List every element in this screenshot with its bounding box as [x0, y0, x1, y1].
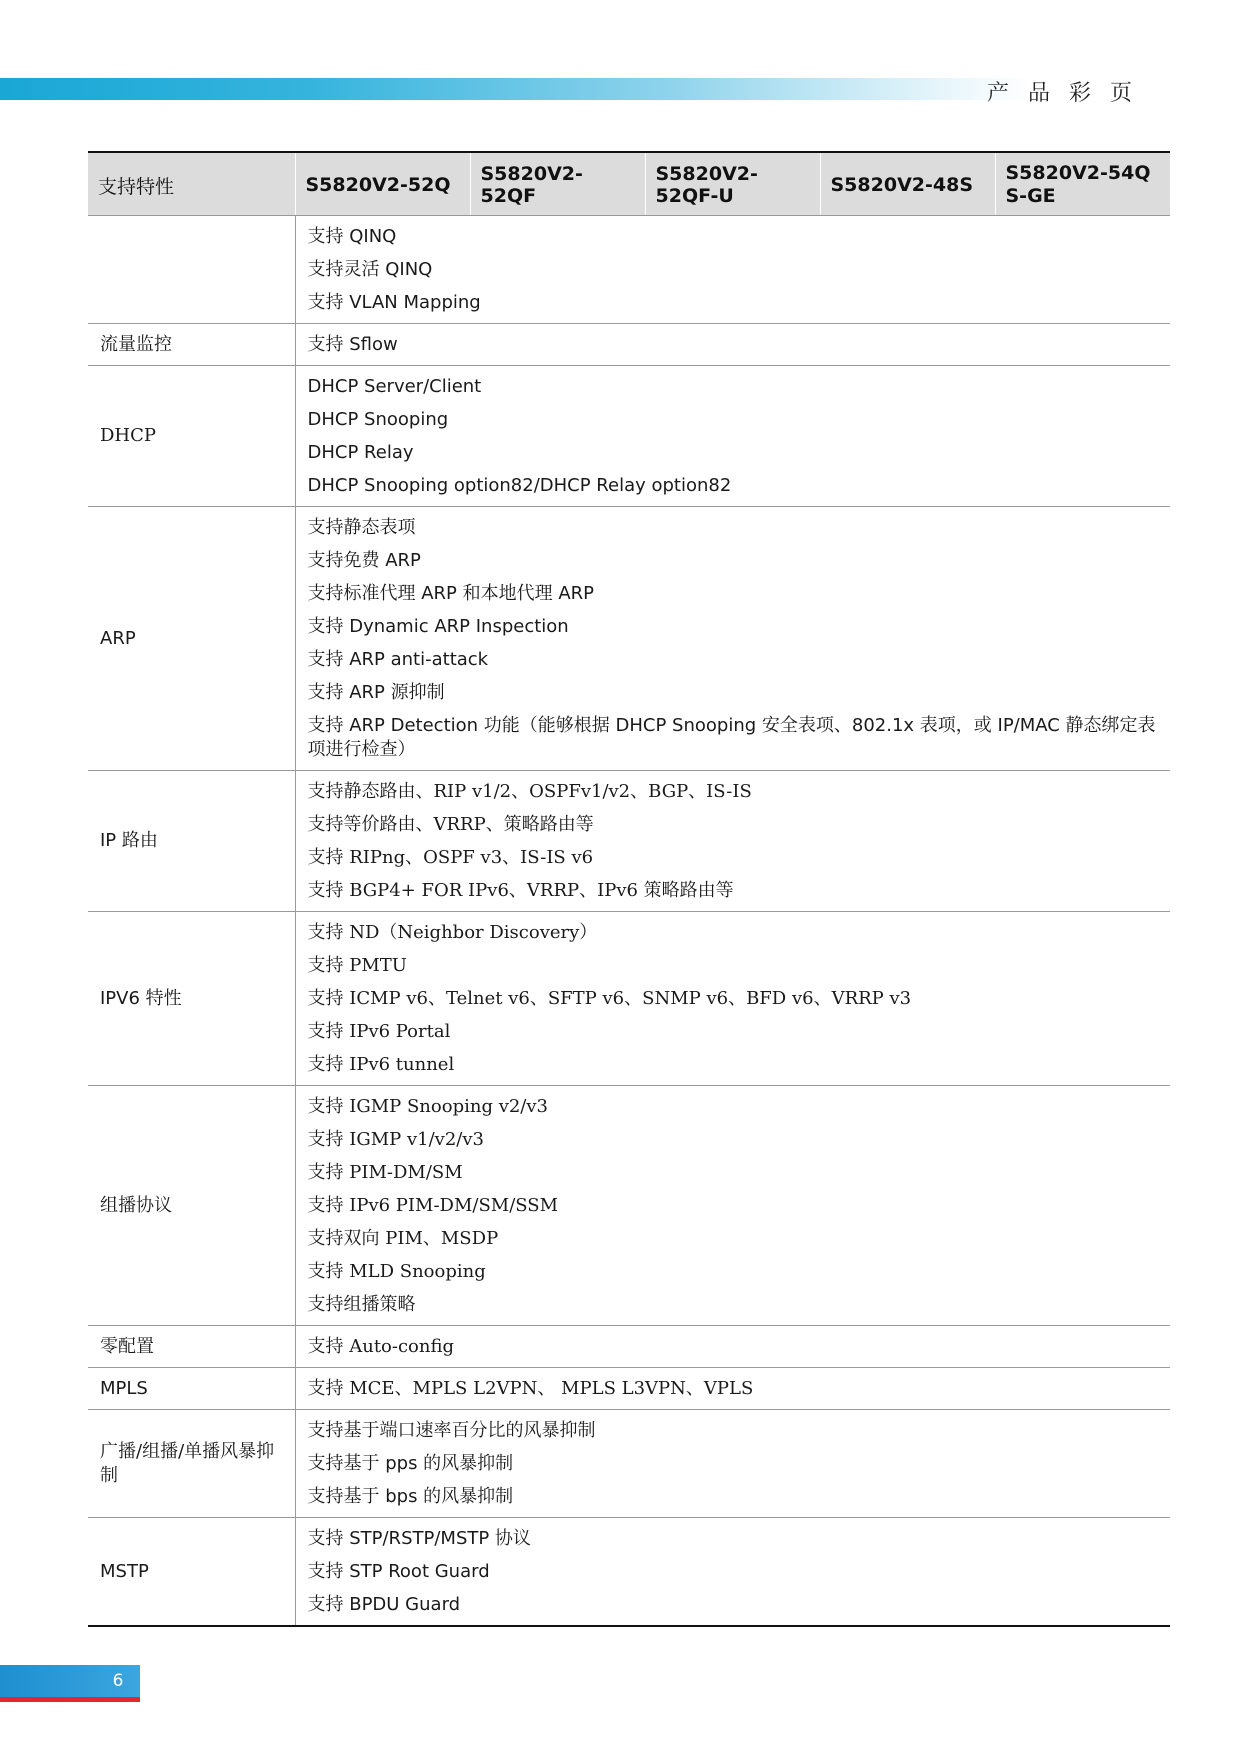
column-header: S5820V2-52QF [470, 152, 645, 216]
detail-line: 支持 PMTU [307, 955, 407, 976]
column-header: S5820V2-52Q [295, 152, 470, 216]
feature-cell: MSTP [88, 1518, 295, 1627]
column-header: S5820V2-54QS-GE [995, 152, 1170, 216]
details-cell [295, 216, 1170, 324]
column-header: 支持特性 [88, 152, 295, 216]
details-cell [295, 1368, 1170, 1410]
detail-line: DHCP Snooping [307, 409, 449, 430]
header-band [0, 78, 1030, 100]
detail-line: 支持 MCE、MPLS L2VPN、 MPLS L3VPN、VPLS [307, 1378, 754, 1399]
feature-cell: 流量监控 [88, 324, 295, 366]
page-number-tab [0, 1665, 140, 1697]
table-row [88, 507, 1170, 771]
details-cell [295, 507, 1170, 771]
detail-line: 支持静态表项 [307, 517, 416, 538]
detail-line: 支持 ARP anti-attack [307, 649, 489, 670]
detail-line: 支持 BGP4+ FOR IPv6、VRRP、IPv6 策略路由等 [307, 880, 734, 901]
table-row [88, 1326, 1170, 1368]
detail-line: 支持等价路由、VRRP、策略路由等 [307, 814, 594, 835]
column-header: S5820V2-52QF-U [645, 152, 820, 216]
details-cell [295, 1326, 1170, 1368]
details-cell [295, 1086, 1170, 1326]
table-row [88, 1368, 1170, 1410]
detail-line: 支持 Auto-config [307, 1336, 455, 1357]
details-cell [295, 366, 1170, 507]
detail-line: 支持 PIM-DM/SM [307, 1162, 463, 1183]
detail-line: 支持 IPv6 Portal [307, 1021, 451, 1042]
detail-line: 支持静态路由、RIP v1/2、OSPFv1/v2、BGP、IS-IS [307, 781, 752, 802]
footer-red-bar [0, 1697, 140, 1702]
table-row [88, 771, 1170, 912]
detail-line: 支持 Dynamic ARP Inspection [307, 616, 569, 637]
table-header-row [88, 152, 1170, 216]
detail-line: 支持 STP/RSTP/MSTP 协议 [307, 1528, 531, 1549]
detail-line: 支持 QINQ [307, 226, 397, 247]
feature-cell: DHCP [88, 366, 295, 507]
table-row [88, 912, 1170, 1086]
detail-line: 支持 IPv6 PIM-DM/SM/SSM [307, 1195, 559, 1216]
detail-line: 支持 STP Root Guard [307, 1561, 490, 1582]
feature-cell: ARP [88, 507, 295, 771]
feature-cell [88, 216, 295, 324]
details-cell [295, 912, 1170, 1086]
feature-cell: MPLS [88, 1368, 295, 1410]
table-row [88, 324, 1170, 366]
detail-line: 支持组播策略 [307, 1294, 416, 1315]
feature-cell: 组播协议 [88, 1086, 295, 1326]
detail-line: 支持 ND（Neighbor Discovery） [307, 922, 598, 943]
detail-line: DHCP Relay [307, 442, 414, 463]
details-cell [295, 771, 1170, 912]
feature-cell: 零配置 [88, 1326, 295, 1368]
detail-line: 支持 VLAN Mapping [307, 292, 481, 313]
column-header: S5820V2-48S [820, 152, 995, 216]
detail-line: 支持双向 PIM、MSDP [307, 1228, 499, 1249]
detail-line: DHCP Server/Client [307, 376, 482, 397]
details-cell [295, 324, 1170, 366]
details-cell [295, 1518, 1170, 1627]
page-number: 6 [112, 1671, 124, 1691]
table-row [88, 1518, 1170, 1627]
detail-line: 支持灵活 QINQ [307, 259, 433, 280]
feature-cell: 广播/组播/单播风暴抑制 [88, 1410, 295, 1518]
table-row [88, 366, 1170, 507]
table-row [88, 1410, 1170, 1518]
feature-cell: IP 路由 [88, 771, 295, 912]
detail-line: 支持基于 bps 的风暴抑制 [307, 1486, 514, 1507]
detail-line: 支持 RIPng、OSPF v3、IS-IS v6 [307, 847, 594, 868]
header-label: 产 品 彩 页 [987, 81, 1138, 106]
detail-line: 支持 Sflow [307, 334, 398, 355]
detail-line: 支持免费 ARP [307, 550, 421, 571]
table-row [88, 216, 1170, 324]
detail-line: 支持标准代理 ARP 和本地代理 ARP [307, 583, 595, 604]
feature-cell: IPV6 特性 [88, 912, 295, 1086]
detail-line: 支持 MLD Snooping [307, 1261, 486, 1282]
detail-line: 支持 IGMP Snooping v2/v3 [307, 1096, 548, 1117]
detail-line: DHCP Snooping option82/DHCP Relay option82 [307, 475, 732, 496]
table-row [88, 1086, 1170, 1326]
detail-line: 支持 BPDU Guard [307, 1594, 461, 1615]
detail-line: 支持 ARP 源抑制 [307, 682, 445, 703]
detail-line: 支持基于 pps 的风暴抑制 [307, 1453, 514, 1474]
detail-line: 支持基于端口速率百分比的风暴抑制 [307, 1420, 596, 1441]
detail-line: 支持 IGMP v1/v2/v3 [307, 1129, 484, 1150]
details-cell [295, 1410, 1170, 1518]
detail-line: 支持 ICMP v6、Telnet v6、SFTP v6、SNMP v6、BFD v6、VRRP v3 [307, 988, 912, 1009]
detail-line: 支持 IPv6 tunnel [307, 1054, 455, 1075]
detail-line: 支持 ARP Detection 功能（能够根据 DHCP Snooping 安全表项、802.1x 表项，或 IP/MAC 静态绑定表项进行检查） [307, 715, 1156, 760]
spec-table [88, 151, 1170, 1627]
